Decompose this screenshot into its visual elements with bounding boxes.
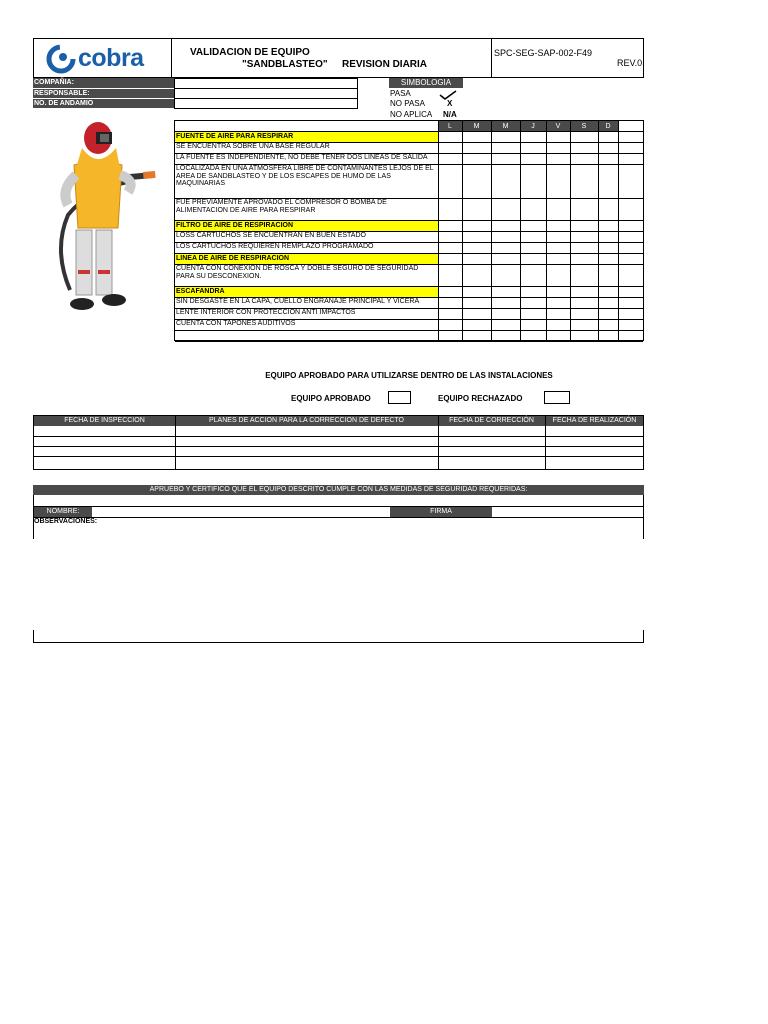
checklist-section-row: [175, 254, 643, 265]
responsible-label: RESPONSABLE:: [33, 88, 174, 98]
table-row[interactable]: [175, 154, 643, 165]
table-row[interactable]: [175, 298, 643, 309]
symbology-pass-label: PASA: [390, 89, 411, 98]
revision: REV.0: [617, 58, 643, 68]
actions-header-correction-date: FECHA DE CORRECCIÓN: [449, 417, 534, 424]
day-header: M: [462, 121, 491, 132]
table-row[interactable]: [175, 309, 643, 320]
observations-area[interactable]: [33, 630, 644, 643]
checklist-section-row: [175, 132, 643, 143]
symbology-na-label: NO APLICA: [390, 110, 433, 119]
checklist-item-text: LOCALIZADA EN UNA ATMOSFERA LIBRE DE CONTAMINANTES LEJOS DE EL AREA DE SANDBLASTEO Y DE LOS ESCAPES DE HUMO DE LAS MAQUINARIAS: [176, 165, 434, 187]
symbology-fail-label: NO PASA: [390, 99, 425, 108]
table-row[interactable]: [34, 437, 643, 447]
day-header: M: [491, 121, 520, 132]
sandblaster-worker-illustration: [48, 120, 158, 320]
checklist-item-text: LOSS CARTUCHOS SE ENCUENTRAN EN BUEN ESTADO: [176, 232, 366, 239]
header-title: [172, 39, 492, 77]
day-header: L: [438, 121, 462, 132]
checklist-item-text: [175, 331, 438, 341]
checklist-item-text: LENTE INTERIOR CON PROTECCION ANTI IMPACTOS: [176, 309, 356, 316]
certification-statement: APRUEBO Y CERTIFICO QUE EL EQUIPO DESCRITO CUMPLE CON LAS MEDIDAS DE SEGURIDAD REQUERIDAS:: [33, 485, 644, 495]
symbology-fail-symbol: X: [447, 99, 453, 108]
name-label: NOMBRE:: [34, 507, 92, 517]
table-row[interactable]: [34, 426, 643, 437]
section-title: LINEA DE AIRE DE RESPIRACION: [175, 254, 438, 264]
actions-header-plans: PLANES DE ACCION PARA LA CORRECCION DE DEFECTO: [208, 417, 404, 424]
table-row[interactable]: [34, 447, 643, 457]
actions-table: [33, 415, 644, 470]
company-label: COMPAÑIA:: [33, 78, 174, 88]
section-title: FILTRO DE AIRE DE RESPIRACION: [175, 221, 438, 231]
section-title: ESCAFANDRA: [175, 287, 438, 297]
table-row[interactable]: [175, 199, 643, 221]
header-box: [33, 38, 644, 78]
day-header: S: [570, 121, 598, 132]
table-row[interactable]: [175, 331, 643, 342]
rejected-label: EQUIPO RECHAZADO: [438, 394, 523, 403]
title-line2: "SANDBLASTEO": [242, 59, 328, 70]
scaffold-label: NO. DE ANDAMIO: [33, 98, 174, 108]
checklist-section-row: [175, 221, 643, 232]
name-field[interactable]: [92, 507, 390, 517]
table-row[interactable]: [175, 232, 643, 243]
symbology-title: SIMBOLOGIA: [389, 78, 463, 88]
observations-label: OBSERVACIONES:: [34, 518, 98, 525]
table-row[interactable]: [175, 143, 643, 154]
logo-text: cobra: [78, 44, 144, 72]
cobra-swirl-icon: [46, 44, 76, 74]
logo: [34, 39, 172, 77]
checklist-item-text: LA FUENTE ES INDEPENDIENTE, NO DEBE TENER DOS LINEAS DE SALIDA: [176, 154, 428, 161]
checklist-table: [174, 120, 644, 341]
checklist-item-text: LOS CARTUCHOS REQUIEREN REMPLAZO PROGRAMADO: [176, 243, 374, 250]
doc-code: SPC-SEG-SAP-002-F49: [494, 48, 593, 58]
approved-label: EQUIPO APROBADO: [291, 394, 371, 403]
checklist-item-text: SIN DESGASTE EN LA CAPA, CUELLO ENGRANAJE PRINCIPAL Y VICERA: [176, 298, 420, 305]
section-title: FUENTE DE AIRE PARA RESPIRAR: [175, 132, 438, 142]
day-header: J: [520, 121, 546, 132]
checklist-item-text: FUE PREVIAMENTE APROVADO EL COMPRESOR O BOMBA DE ALIMENTACION DE AIRE PARA RESPIRAR: [176, 199, 387, 214]
checklist-item-text: SE ENCUENTRA SOBRE UNA BASE REGULAR: [176, 143, 330, 150]
actions-header-inspection-date: FECHA DE INSPECCION: [64, 417, 145, 424]
table-row[interactable]: [175, 320, 643, 331]
signature-label: FIRMA: [390, 507, 492, 517]
signature-field[interactable]: [492, 507, 643, 517]
table-row[interactable]: [175, 165, 643, 199]
table-row[interactable]: [175, 265, 643, 287]
table-row[interactable]: [175, 243, 643, 254]
scaffold-field[interactable]: [174, 98, 358, 109]
symbology-na-symbol: N/A: [443, 110, 457, 119]
title-line1: VALIDACION DE EQUIPO: [190, 47, 310, 58]
day-header: D: [598, 121, 618, 132]
day-header: V: [546, 121, 570, 132]
actions-header-completion-date: FECHA DE REALIZACIÓN: [552, 417, 637, 424]
certification-box: [33, 495, 644, 539]
title-line3: REVISION DIARIA: [342, 59, 428, 70]
rejected-checkbox[interactable]: [544, 391, 570, 404]
checklist-item-text: CUENTA CON CONEXIÓN DE ROSCA Y DOBLE SEGURO DE SEGURIDAD PARA SU DESCONEXION.: [176, 265, 419, 280]
checklist-item-text: CUENTA CON TAPONES AUDITIVOS: [176, 320, 296, 327]
approved-checkbox[interactable]: [388, 391, 411, 404]
approval-heading: EQUIPO APROBADO PARA UTILIZARSE DENTRO DE LAS INSTALACIONES: [265, 371, 553, 380]
checklist-section-row: [175, 287, 643, 298]
